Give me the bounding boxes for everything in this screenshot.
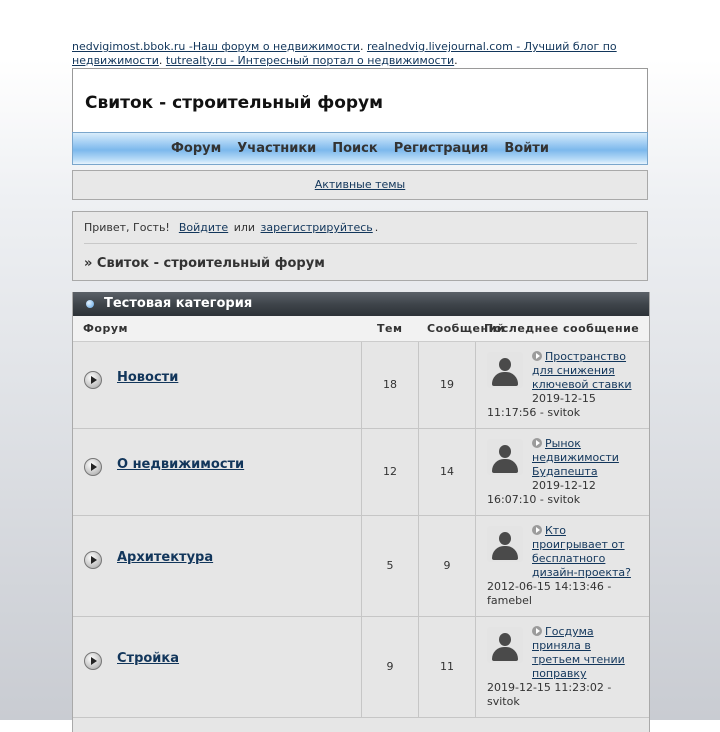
last-post-date: 2019-12-12 — [532, 479, 596, 492]
last-post-link[interactable]: Кто проигрывает от бесплатного дизайн-проекта? — [532, 524, 631, 579]
forum-status-icon — [84, 458, 102, 476]
column-headers — [73, 316, 649, 342]
nav-register[interactable]: Регистрация — [393, 141, 489, 156]
active-topics-link[interactable]: Активные темы — [314, 178, 406, 191]
nav-search[interactable]: Поиск — [332, 141, 378, 156]
active-topics-box — [72, 170, 648, 200]
ad-link-blog[interactable]: realnedvig.livejournal.com - Лучший блог по недвижимости — [72, 40, 617, 67]
ad-link-portal[interactable]: tutrealty.ru - Интересный портал о недвижимости — [165, 54, 455, 67]
greeting-line: Привет, Гость! Войдите или зарегистрируйтесь . — [84, 221, 379, 234]
last-post-time-user: 11:17:56 - svitok — [487, 406, 581, 419]
go-to-post-icon[interactable] — [532, 525, 542, 535]
last-post-link[interactable]: Госдума приняла в третьем чтении поправку — [532, 625, 625, 680]
ad-links: nedvigimost.bbok.ru -Наш форум о недвижимости. realnedvig.livejournal.com - Лучший блог по недвижимости. tutrealty.ru - Интересный портал о недвижимости. — [72, 40, 617, 67]
forum-row-architecture — [73, 516, 649, 617]
forum-link-architecture[interactable]: Архитектура — [117, 550, 214, 565]
forum-row-news — [73, 342, 649, 429]
forum-link-news[interactable]: Новости — [117, 370, 179, 385]
posts-count: 11 — [440, 660, 454, 673]
forum-row-realty — [73, 429, 649, 516]
site-header — [72, 68, 648, 133]
topics-count: 9 — [386, 660, 394, 673]
col-last-post: Последнее сообщение — [484, 322, 640, 335]
topics-count: 5 — [386, 559, 394, 572]
last-post-link[interactable]: Рынок недвижимости Будапешта — [532, 437, 619, 478]
register-link[interactable]: зарегистрируйтесь — [260, 221, 373, 234]
topics-count: 12 — [383, 465, 397, 478]
last-post-link[interactable]: Пространство для снижения ключевой ставки — [532, 350, 632, 391]
divider — [84, 243, 637, 244]
forum-link-construction[interactable]: Стройка — [117, 651, 180, 666]
forum-row-construction — [73, 617, 649, 718]
last-post-info — [487, 625, 641, 709]
last-post-date: 2019-12-15 — [532, 392, 596, 405]
last-post-date: 2019-12-15 11:23:02 - — [487, 681, 612, 694]
topics-count: 18 — [383, 378, 397, 391]
forum-link-realty[interactable]: О недвижимости — [117, 457, 245, 472]
greeting-text: Привет, Гость! — [84, 221, 170, 234]
forum-status-icon — [84, 371, 102, 389]
forum-category-table — [72, 292, 650, 732]
nav-login[interactable]: Войти — [504, 141, 549, 156]
last-post-info — [487, 524, 641, 608]
last-post-time-user: 16:07:10 - svitok — [487, 493, 581, 506]
last-post-info — [487, 437, 641, 507]
forum-status-icon — [84, 551, 102, 569]
site-title: Свиток - строительный форум — [85, 93, 384, 113]
or-text: или — [233, 221, 256, 234]
last-post-date: 2012-06-15 14:13:46 - — [487, 580, 612, 593]
welcome-box — [72, 211, 648, 281]
category-header — [73, 292, 649, 316]
category-title: Тестовая категория — [104, 296, 253, 311]
last-post-time-user: famebel — [487, 594, 532, 607]
col-topics: Тем — [377, 322, 403, 335]
posts-count: 9 — [443, 559, 451, 572]
col-posts: Сообщений — [427, 322, 506, 335]
forum-status-icon — [84, 652, 102, 670]
posts-count: 19 — [440, 378, 454, 391]
go-to-post-icon[interactable] — [532, 351, 542, 361]
nav-members[interactable]: Участники — [237, 141, 317, 156]
category-bullet-icon — [86, 300, 94, 308]
breadcrumb: » Свиток - строительный форум — [84, 256, 325, 271]
last-post-time-user: svitok — [487, 695, 520, 708]
main-nav — [72, 132, 648, 165]
nav-forum[interactable]: Форум — [171, 141, 222, 156]
login-link[interactable]: Войдите — [178, 221, 229, 234]
posts-count: 14 — [440, 465, 454, 478]
go-to-post-icon[interactable] — [532, 438, 542, 448]
ad-link-forum[interactable]: nedvigimost.bbok.ru -Наш форум о недвижимости — [72, 40, 360, 53]
last-post-info — [487, 350, 641, 420]
col-forum: Форум — [83, 322, 129, 335]
go-to-post-icon[interactable] — [532, 626, 542, 636]
